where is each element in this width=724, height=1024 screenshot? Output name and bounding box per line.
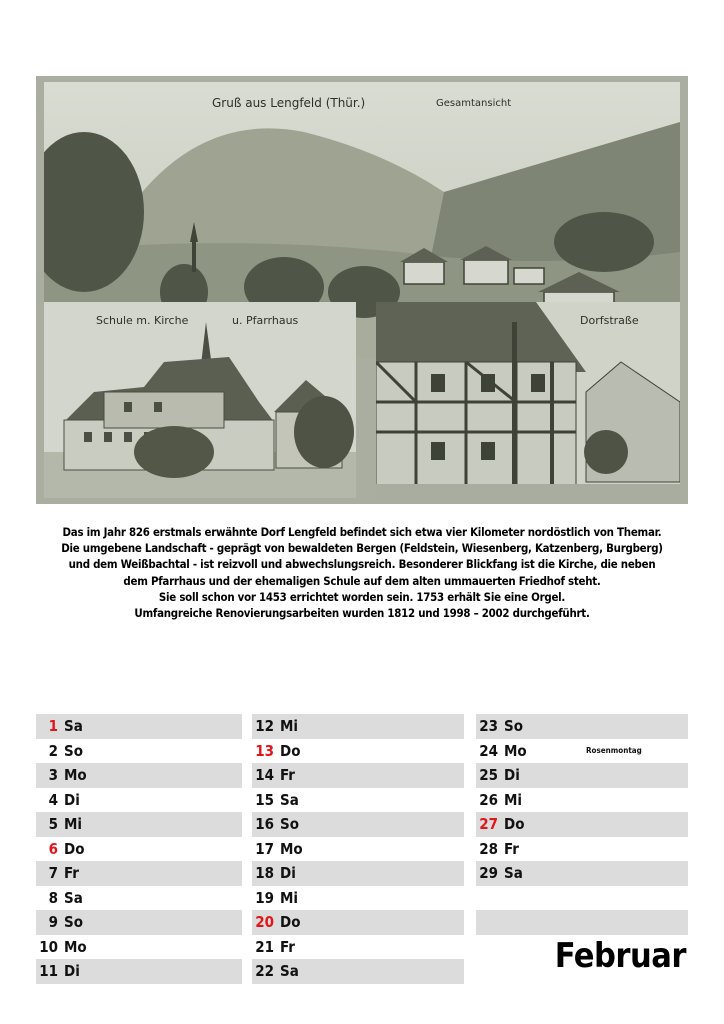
description-line: Umfangreiche Renovierungsarbeiten wurden 1812 und 1998 – 2002 durchgeführt.: [134, 606, 590, 621]
school-caption-b: u. Pfarrhaus: [232, 314, 299, 327]
calendar-day-row: [36, 910, 242, 935]
day-number: 22: [255, 962, 274, 981]
weekday-label: So: [280, 815, 299, 834]
description-line: Sie soll schon vor 1453 errichtet worden sein. 1753 erhält Sie eine Orgel.: [158, 589, 566, 604]
weekday-label: So: [64, 741, 83, 760]
calendar-column-1: [36, 714, 242, 984]
weekday-label: Sa: [64, 888, 83, 907]
day-number: 24: [479, 741, 498, 760]
calendar-day-row: [476, 886, 688, 911]
day-number: 12: [255, 717, 274, 736]
calendar-day-row: [252, 812, 464, 837]
description-line: Das im Jahr 826 erstmals erwähnte Dorf Lengfeld befindet sich etwa vier Kilometer nordöstlich von Themar.: [62, 525, 662, 539]
calendar-day-row: [36, 812, 242, 837]
weekday-label: Sa: [280, 962, 299, 981]
weekday-label: Mi: [280, 717, 299, 736]
day-number: 6: [48, 839, 58, 858]
weekday-label: Do: [64, 839, 85, 858]
weekday-label: So: [64, 913, 83, 932]
weekday-label: Mi: [64, 815, 83, 834]
calendar-day-row: [476, 910, 688, 935]
weekday-label: Mo: [504, 741, 527, 760]
day-number: 4: [48, 790, 58, 809]
month-title: Februar: [554, 936, 686, 976]
day-number: 19: [255, 888, 274, 907]
village-street-photo: [376, 302, 680, 498]
calendar-column-2: [252, 714, 464, 984]
day-number: 9: [48, 913, 58, 932]
day-number: 16: [255, 815, 274, 834]
day-number: 7: [48, 864, 58, 883]
day-number: 23: [479, 717, 498, 736]
weekday-label: Mo: [280, 839, 303, 858]
day-number: 2: [48, 741, 58, 760]
calendar-day-row: [476, 739, 688, 764]
calendar-day-row: [252, 714, 464, 739]
weekday-label: Mo: [64, 937, 87, 956]
postcard-image: [36, 76, 688, 504]
calendar-day-row: [36, 935, 242, 960]
description-text: [20, 524, 704, 621]
day-number: 25: [479, 766, 498, 785]
weekday-label: Di: [64, 962, 80, 981]
calendar-day-row: [476, 861, 688, 886]
school-caption-a: Schule m. Kirche: [96, 314, 189, 327]
calendar-day-row: [252, 837, 464, 862]
calendar-day-row: [476, 812, 688, 837]
day-number: 14: [255, 766, 274, 785]
day-number: 29: [479, 864, 498, 883]
weekday-label: Do: [504, 815, 525, 834]
weekday-label: Di: [280, 864, 296, 883]
calendar-day-row: [252, 935, 464, 960]
calendar-day-row: [252, 959, 464, 984]
weekday-label: Mo: [64, 766, 87, 785]
weekday-label: Fr: [280, 766, 295, 785]
weekday-label: Do: [280, 741, 301, 760]
calendar-day-row: [252, 886, 464, 911]
calendar-day-row: [36, 788, 242, 813]
description-line: Die umgebene Landschaft - geprägt von bewaldeten Bergen (Feldstein, Wiesenberg, Katzenberg, Burgberg): [61, 541, 663, 556]
calendar-day-row: [252, 861, 464, 886]
day-number: 21: [255, 937, 274, 956]
day-number: 11: [39, 962, 58, 981]
weekday-label: Do: [280, 913, 301, 932]
weekday-label: Fr: [64, 864, 79, 883]
village-street-illustration: [376, 302, 680, 498]
day-number: 27: [479, 815, 498, 834]
weekday-label: Fr: [504, 839, 519, 858]
day-number: 10: [39, 937, 58, 956]
weekday-label: Di: [504, 766, 520, 785]
calendar-day-row: [36, 714, 242, 739]
weekday-label: Sa: [504, 864, 523, 883]
weekday-label: Sa: [280, 790, 299, 809]
panorama-caption-right: Gesamtansicht: [436, 98, 512, 109]
weekday-label: Mi: [504, 790, 523, 809]
day-number: 18: [255, 864, 274, 883]
calendar-day-row: [252, 763, 464, 788]
description-line: und dem Weißbachtal - ist reizvoll und abwechslungsreich. Besonderer Blickfang ist die Kirche, die neben: [68, 557, 656, 572]
day-number: 20: [255, 913, 274, 932]
weekday-label: Di: [64, 790, 80, 809]
school-church-photo: [44, 302, 356, 498]
calendar-day-row: [476, 837, 688, 862]
day-number: 13: [255, 741, 274, 760]
calendar-day-row: [36, 739, 242, 764]
calendar-day-row: [252, 910, 464, 935]
school-church-illustration: [44, 302, 356, 498]
weekday-label: Mi: [280, 888, 299, 907]
day-number: 17: [255, 839, 274, 858]
day-number: 3: [48, 766, 58, 785]
calendar-day-row: [252, 788, 464, 813]
weekday-label: Fr: [280, 937, 295, 956]
calendar-column-3: [476, 714, 688, 935]
calendar-day-row: [36, 959, 242, 984]
calendar-day-row: [36, 763, 242, 788]
calendar-day-row: [476, 714, 688, 739]
street-caption: Dorfstraße: [580, 314, 639, 327]
calendar-day-row: [476, 788, 688, 813]
day-number: 15: [255, 790, 274, 809]
calendar-day-row: [476, 763, 688, 788]
calendar-day-row: [36, 837, 242, 862]
weekday-label: So: [504, 717, 523, 736]
description-line: dem Pfarrhaus und der ehemaligen Schule auf dem alten ummauerten Friedhof steht.: [123, 573, 601, 588]
calendar-day-row: [36, 886, 242, 911]
day-number: 28: [479, 839, 498, 858]
day-number: 1: [48, 717, 58, 736]
weekday-label: Sa: [64, 717, 83, 736]
calendar-day-row: [252, 739, 464, 764]
day-number: 8: [48, 888, 58, 907]
holiday-note: Rosenmontag: [586, 746, 642, 756]
day-number: 26: [479, 790, 498, 809]
calendar-day-row: [36, 861, 242, 886]
day-number: 5: [48, 815, 58, 834]
panorama-caption: Gruß aus Lengfeld (Thür.): [212, 96, 366, 110]
